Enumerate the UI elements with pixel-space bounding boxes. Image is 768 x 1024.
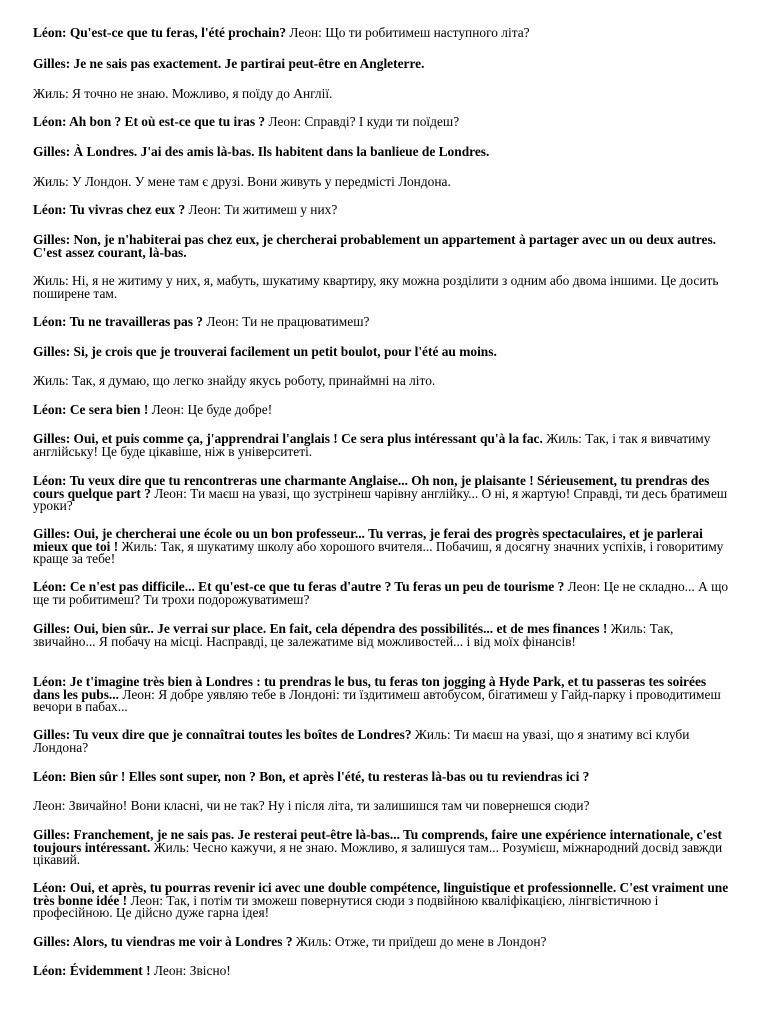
french-line: Gilles: Tu veux dire que je connaîtrai toutes les boîtes de Londres? <box>33 727 412 742</box>
dialogue-paragraph-16 <box>33 528 733 566</box>
dialogue-paragraph-18 <box>33 623 733 648</box>
dialogue-paragraph-11 <box>33 346 497 359</box>
french-line: Léon: Tu vivras chez eux ? <box>33 202 186 217</box>
ukrainian-line: Леон: Ти маєш на увазі, що зустрінеш чарівну англійку... О ні, я жартую! Справді, ти десь братимеш уроки? <box>33 485 728 513</box>
ukrainian-line: Леон: Так, і потім ти зможеш повернутися сюди з подвійною кваліфікацією, лінгвістичною і професійною. Це дійсно дуже гарна ідея! <box>33 892 659 920</box>
french-line: Gilles: Oui, je chercherai une école ou un bon professeur... Tu verras, je ferai des progrès spectaculaires, et je parlerai mieux que toi ! <box>33 526 703 554</box>
dialogue-paragraph-10 <box>33 316 369 329</box>
ukrainian-line: Жиль: Так, я думаю, що легко знайду якусь роботу, принаймні на літо. <box>33 373 436 388</box>
french-line: Léon: Ce n'est pas difficile... Et qu'est-ce que tu feras d'autre ? Tu feras un peu de tourisme ? <box>33 579 565 594</box>
french-line: Gilles: Non, je n'habiterai pas chez eux, je chercherai probablement un appartement à partager avec un ou deux autres. C'est assez courant, là-bas. <box>33 232 717 260</box>
dialogue-paragraph-23 <box>33 829 733 867</box>
dialogue-paragraph-22 <box>33 800 590 813</box>
dialogue-paragraph-5 <box>33 146 489 159</box>
ukrainian-line: Леон: Це буде добре! <box>151 402 273 417</box>
french-line: Gilles: Si, je crois que je trouverai facilement un petit boulot, pour l'été au moins. <box>33 344 497 359</box>
french-line: Gilles: Franchement, je ne sais pas. Je resterai peut-être là-bas... Tu comprends, faire une expérience internationale, c'est toujours intéressant. <box>33 827 722 855</box>
dialogue-paragraph-21 <box>33 771 589 784</box>
dialogue-paragraph-8 <box>33 234 733 259</box>
french-line: Léon: Qu'est-ce que tu feras, l'été prochain? <box>33 25 287 40</box>
dialogue-paragraph-19 <box>33 676 733 714</box>
french-line: Léon: Tu ne travailleras pas ? <box>33 314 204 329</box>
ukrainian-line: Жиль: Я точно не знаю. Можливо, я поїду до Англії. <box>33 86 333 101</box>
ukrainian-line: Жиль: У Лондон. У мене там є друзі. Вони живуть у передмісті Лондона. <box>33 174 451 189</box>
ukrainian-line: Леон: Ти житимеш у них? <box>188 202 338 217</box>
ukrainian-line: Леон: Звісно! <box>153 963 231 978</box>
dialogue-paragraph-9 <box>33 275 733 300</box>
dialogue-paragraph-12 <box>33 375 435 388</box>
french-line: Léon: Ce sera bien ! <box>33 402 149 417</box>
french-line: Gilles: Je ne sais pas exactement. Je partirai peut-être en Angleterre. <box>33 56 425 71</box>
french-line: Gilles: À Londres. J'ai des amis là-bas. Ils habitent dans la banlieue de Londres. <box>33 144 490 159</box>
french-line: Gilles: Alors, tu viendras me voir à Londres ? <box>33 934 293 949</box>
dialogue-paragraph-6 <box>33 176 451 189</box>
dialogue-paragraph-25 <box>33 936 546 949</box>
ukrainian-line: Жиль: Ти маєш на увазі, що я знатиму всі клуби Лондона? <box>33 727 690 755</box>
dialogue-paragraph-1 <box>33 27 530 40</box>
ukrainian-line: Жиль: Так, і так я вивчатиму англійську! Це буде цікавіше, ніж в університеті. <box>33 431 711 459</box>
dialogue-paragraph-17 <box>33 581 733 606</box>
dialogue-paragraph-7 <box>33 204 337 217</box>
dialogue-paragraph-4 <box>33 116 459 129</box>
ukrainian-line: Леон: Я добре уявляю тебе в Лондоні: ти їздитимеш автобусом, бігатимеш у Гайд-парку і проводитимеш вечори в пабах... <box>33 686 721 714</box>
dialogue-paragraph-20 <box>33 729 733 754</box>
ukrainian-line: Леон: Що ти робитимеш наступного літа? <box>289 25 530 40</box>
dialogue-paragraph-3 <box>33 88 332 101</box>
french-line: Gilles: Oui, bien sûr.. Je verrai sur place. En fait, cela dépendra des possibilités... et de mes finances ! <box>33 621 608 636</box>
dialogue-paragraph-14 <box>33 433 733 458</box>
french-line: Gilles: Oui, et puis comme ça, j'apprendrai l'anglais ! Ce sera plus intéressant qu'à la fac. <box>33 431 543 446</box>
french-line: Léon: Évidemment ! <box>33 963 151 978</box>
dialogue-paragraph-24 <box>33 882 733 920</box>
french-line: Léon: Oui, et après, tu pourras revenir ici avec une double compétence, linguistique et professionnelle. C'est vraiment une très bonne idée ! <box>33 880 729 908</box>
ukrainian-line: Жиль: Так, я шукатиму школу або хорошого вчителя... Побачиш, я досягну значних успіхів, і говоритиму краще за тебе! <box>33 538 724 566</box>
ukrainian-line: Леон: Це не складно... А що ще ти робитимеш? Ти трохи подорожуватимеш? <box>33 579 729 607</box>
dialogue-paragraph-26 <box>33 965 231 978</box>
ukrainian-line: Жиль: Чесно кажучи, я не знаю. Можливо, я залишуся там... Розумієш, міжнародний досвід завжди цікавий. <box>33 839 723 867</box>
ukrainian-line: Леон: Справді? І куди ти поїдеш? <box>268 114 460 129</box>
ukrainian-line: Жиль: Так, звичайно... Я побачу на місці. Насправді, це залежатиме від можливостей... і від моїх фінансів! <box>33 621 674 649</box>
dialogue-paragraph-13 <box>33 404 272 417</box>
ukrainian-line: Леон: Звичайно! Вони класні, чи не так? Ну і після літа, ти залишишся там чи повернешся сюди? <box>33 798 590 813</box>
ukrainian-line: Жиль: Ні, я не житиму у них, я, мабуть, шукатиму квартиру, яку можна розділити з одним або двома іншими. Це досить поширене там. <box>33 273 719 301</box>
french-line: Léon: Bien sûr ! Elles sont super, non ? Bon, et après l'été, tu resteras là-bas ou tu reviendras ici ? <box>33 769 590 784</box>
dialogue-paragraph-15 <box>33 475 733 513</box>
french-line: Léon: Tu veux dire que tu rencontreras une charmante Anglaise... Oh non, je plaisante ! Sérieusement, tu prendras des cours quelque part ? <box>33 473 710 501</box>
dialogue-paragraph-2 <box>33 58 424 71</box>
ukrainian-line: Жиль: Отже, ти приїдеш до мене в Лондон? <box>295 934 547 949</box>
french-line: Léon: Ah bon ? Et où est-ce que tu iras ? <box>33 114 266 129</box>
french-line: Léon: Je t'imagine très bien à Londres : tu prendras le bus, tu feras ton jogging à Hyde Park, et tu passeras tes soirées dans les pubs... <box>33 674 707 702</box>
ukrainian-line: Леон: Ти не працюватимеш? <box>206 314 370 329</box>
